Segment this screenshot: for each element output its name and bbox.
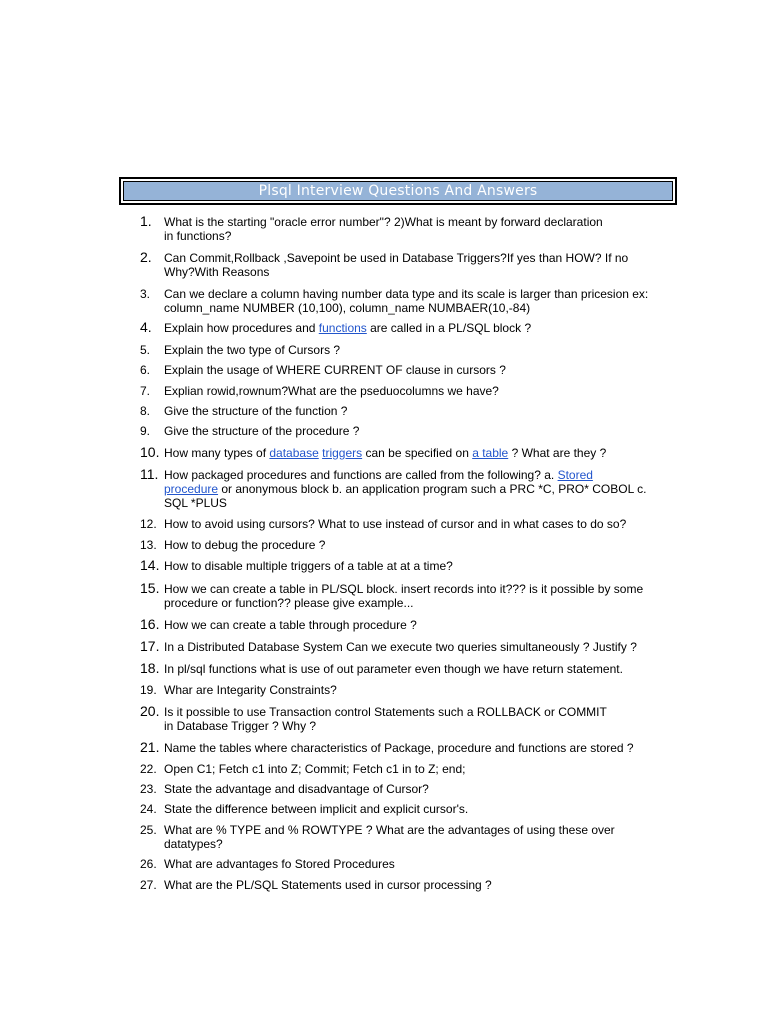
item-number: 16. bbox=[140, 616, 160, 632]
item-number: 3. bbox=[140, 287, 151, 301]
item-number: 9. bbox=[140, 424, 151, 438]
item-number: 15. bbox=[140, 580, 160, 596]
item-text: Name the tables where characteristics of Package, procedure and functions are stored ? bbox=[164, 741, 634, 755]
triggers-link[interactable]: triggers bbox=[322, 446, 363, 460]
item-number: 12. bbox=[140, 517, 157, 531]
item-number: 26. bbox=[140, 857, 157, 871]
item-number: 14. bbox=[140, 557, 160, 573]
title-banner-fill bbox=[123, 181, 673, 201]
item-number: 7. bbox=[140, 384, 151, 398]
item-text: How we can create a table in PL/SQL block. insert records into it??? is it possible by some procedure or function?? please give example... bbox=[164, 582, 644, 610]
item-text: How to disable multiple triggers of a table at at a time? bbox=[164, 559, 453, 573]
procedure-link[interactable]: procedure bbox=[164, 482, 219, 496]
item-number: 4. bbox=[140, 319, 152, 335]
item-number: 24. bbox=[140, 802, 157, 816]
item-text: What are the PL/SQL Statements used in cursor processing ? bbox=[164, 878, 492, 892]
item-number: 6. bbox=[140, 363, 151, 377]
item-number: 13. bbox=[140, 538, 157, 552]
item-number: 10. bbox=[140, 444, 160, 460]
title-banner bbox=[119, 177, 677, 205]
stored-link[interactable]: Stored bbox=[557, 468, 593, 482]
item-number: 11. bbox=[140, 466, 159, 482]
item-number: 1. bbox=[140, 213, 152, 229]
item-text: How many types of database triggers can be specified on a table ? What are they ? bbox=[164, 446, 607, 460]
item-number: 23. bbox=[140, 782, 157, 796]
item-number: 20. bbox=[140, 703, 160, 719]
item-text: State the advantage and disadvantage of Cursor? bbox=[164, 782, 429, 796]
item-text: What are advantages fo Stored Procedures bbox=[164, 857, 395, 871]
item-number: 2. bbox=[140, 249, 152, 265]
item-text: Is it possible to use Transaction control Statements such a ROLLBACK or COMMIT in Database Trigger ? Why ? bbox=[164, 705, 607, 733]
item-number: 25. bbox=[140, 823, 157, 837]
item-text: What are % TYPE and % ROWTYPE ? What are the advantages of using these over datatypes? bbox=[164, 823, 615, 851]
item-text: In a Distributed Database System Can we execute two queries simultaneously ? Justify ? bbox=[164, 640, 637, 654]
item-number: 27. bbox=[140, 878, 157, 892]
item-text: Explain how procedures and functions are called in a PL/SQL block ? bbox=[164, 321, 532, 335]
item-text: Open C1; Fetch c1 into Z; Commit; Fetch c1 in to Z; end; bbox=[164, 762, 466, 776]
item-text: Explain the usage of WHERE CURRENT OF clause in cursors ? bbox=[164, 363, 506, 377]
item-text: Whar are Integarity Constraints? bbox=[164, 683, 337, 697]
item-text: How to avoid using cursors? What to use instead of cursor and in what cases to do so? bbox=[164, 517, 627, 531]
item-number: 21. bbox=[140, 739, 160, 755]
item-text: Give the structure of the function ? bbox=[164, 404, 348, 418]
item-number: 8. bbox=[140, 404, 151, 418]
item-text: What is the starting "oracle error number"? 2)What is meant by forward declaration in functions? bbox=[164, 215, 603, 243]
item-number: 18. bbox=[140, 660, 160, 676]
item-number: 5. bbox=[140, 343, 151, 357]
item-text: Give the structure of the procedure ? bbox=[164, 424, 360, 438]
item-number: 22. bbox=[140, 762, 157, 776]
item-text: How packaged procedures and functions are called from the following? a. Stored procedure or anonymous block b. an application program such a PRC *C, PRO* COBOL c. SQL *PLUS bbox=[164, 468, 647, 510]
functions-link[interactable]: functions bbox=[318, 321, 367, 335]
item-text: How we can create a table through procedure ? bbox=[164, 618, 417, 632]
database-link[interactable]: database bbox=[269, 446, 319, 460]
a-table-link[interactable]: a table bbox=[472, 446, 509, 460]
page-title: Plsql Interview Questions And Answers bbox=[258, 183, 538, 199]
item-text: State the difference between implicit and explicit cursor's. bbox=[164, 802, 469, 816]
item-number: 17. bbox=[140, 638, 160, 654]
item-text: In pl/sql functions what is use of out parameter even though we have return statement. bbox=[164, 662, 623, 676]
item-text: Explain the two type of Cursors ? bbox=[164, 343, 341, 357]
item-text: How to debug the procedure ? bbox=[164, 538, 326, 552]
item-text: Can Commit,Rollback ,Savepoint be used in Database Triggers?If yes than HOW? If no Why?With Reasons bbox=[164, 251, 629, 279]
item-text: Explian rowid,rownum?What are the pseduocolumns we have? bbox=[164, 384, 499, 398]
item-text: Can we declare a column having number data type and its scale is larger than pricesion ex: column_name NUMBER (10,100), column_name NUMBAER(10,-84) bbox=[164, 287, 649, 315]
item-number: 19. bbox=[140, 683, 157, 697]
